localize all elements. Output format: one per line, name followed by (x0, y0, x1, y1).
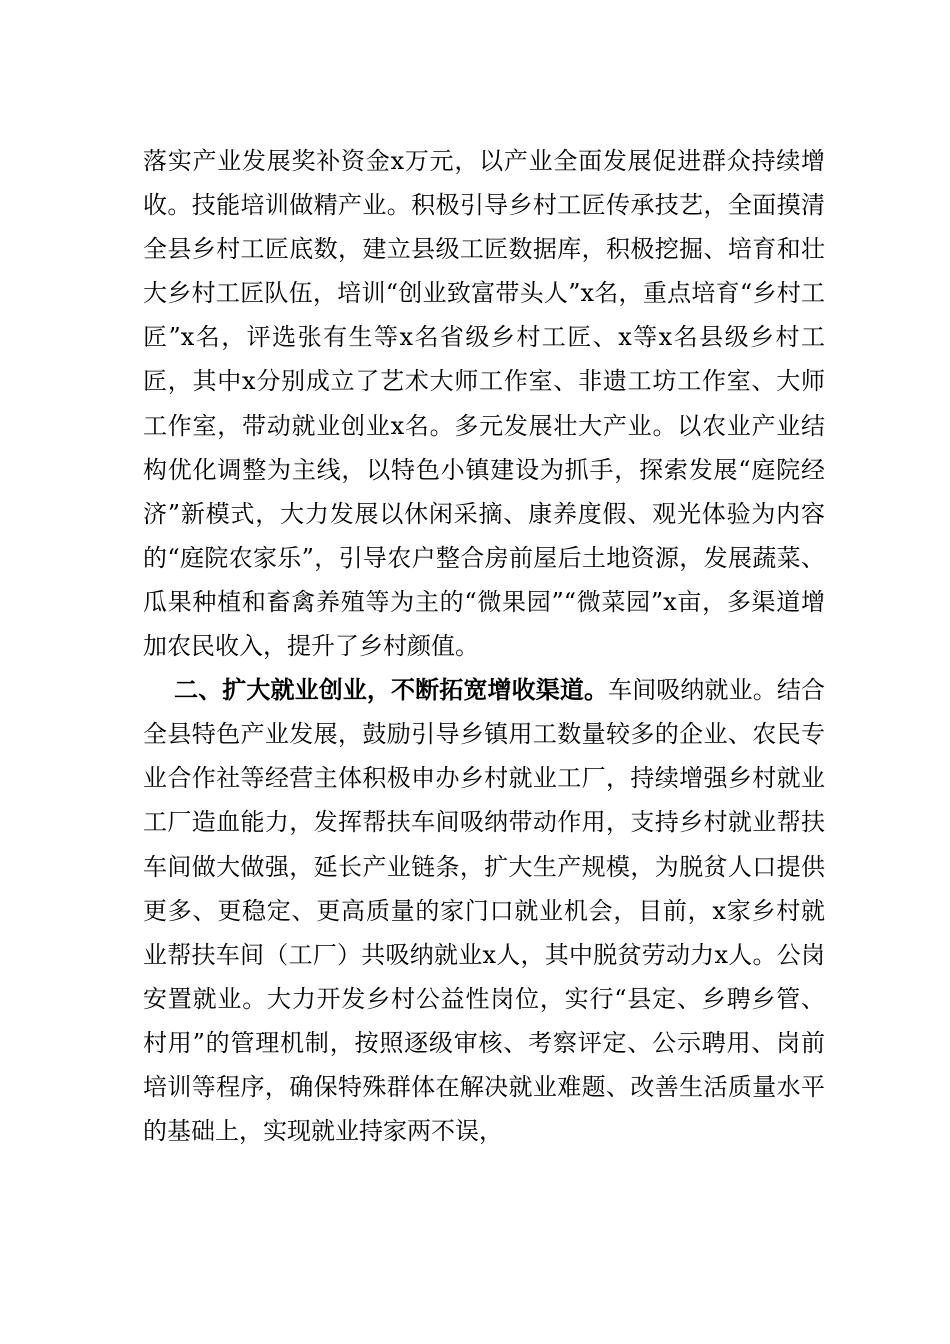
section-heading: 二、扩大就业创业，不断拓宽增收渠道。 (174, 676, 609, 705)
document-body (143, 139, 825, 1153)
section-body-text: 车间吸纳就业。结合全县特色产业发展，鼓励引导乡镇用工数量较多的企业、农民专业合作社等经营主体积极申办乡村就业工厂，持续增强乡村就业工厂造血能力，发挥帮扶车间吸纳带动作用，支持乡村就业帮扶车间做大做强，延长产业链条，扩大生产规模，为脱贫人口提供更多、更稳定、更高质量的家门口就业机会，目前，x家乡村就业帮扶车间（工厂）共吸纳就业x人，其中脱贫劳动力x人。公岗安置就业。大力开发乡村公益性岗位，实行“县定、乡聘乡管、村用”的管理机制，按照逐级审核、考察评定、公示聘用、岗前培训等程序，确保特殊群体在解决就业难题、改善生活质量水平的基础上，实现就业持家两不误， (143, 676, 826, 1146)
section-paragraph (143, 668, 825, 1153)
body-paragraph-continued: 落实产业发展奖补资金x万元，以产业全面发展促进群众持续增收。技能培训做精产业。积极引导乡村工匠传承技艺，全面摸清全县乡村工匠底数，建立县级工匠数据库，积极挖掘、培育和壮大乡村工匠队伍，培训“创业致富带头人”x名，重点培育“乡村工匠”x名，评选张有生等x名省级乡村工匠、x等x名县级乡村工匠，其中x分别成立了艺术大师工作室、非遗工坊工作室、大师工作室，带动就业创业x名。多元发展壮大产业。以农业产业结构优化调整为主线，以特色小镇建设为抓手，探索发展“庭院经济”新模式，大力发展以休闲采摘、康养度假、观光体验为内容的“庭院农家乐”，引导农户整合房前屋后土地资源，发展蔬菜、瓜果种植和畜禽养殖等为主的“微果园”“微菜园”x亩，多渠道增加农民收入，提升了乡村颜值。 (143, 147, 825, 661)
